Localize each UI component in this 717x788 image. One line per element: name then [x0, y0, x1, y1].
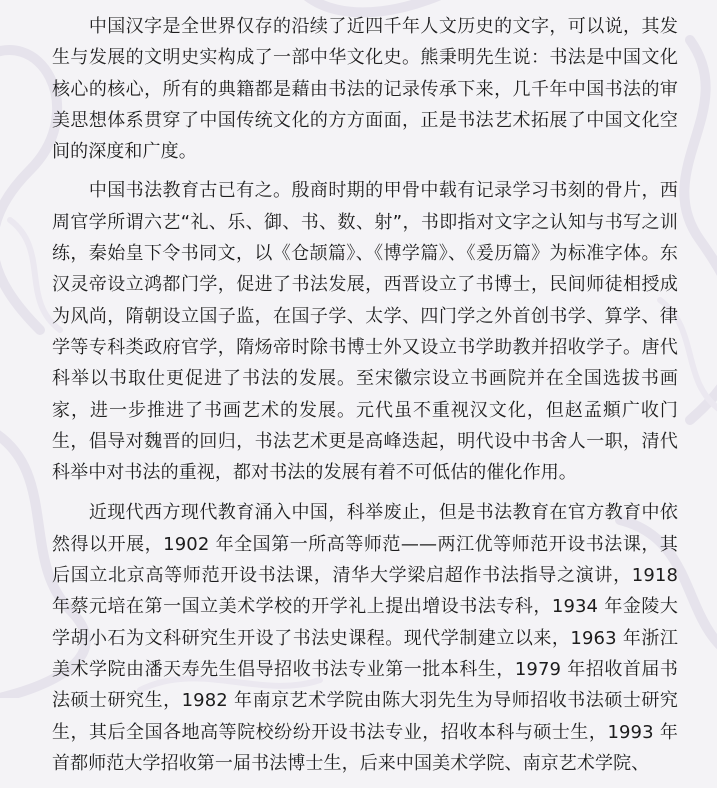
paragraph: 中国书法教育古已有之。殷商时期的甲骨中载有记录学习书刻的骨片，西周官学所谓六艺“礼、乐、御、书、数、射”，书即指对文字之认知与书写之训练，秦始皇下令书同文，以《仓颉篇》、《博学篇》、《爰历篇》为标准字体。东汉灵帝设立鸿都门学，促进了书法发展，西晋设立了书博士，民间师徒相授成为风尚，隋朝设立国子监，在国子学、太学、四门学之外首创书学、算学、律学等专科类政府官学，隋炀帝时除书博士外又设立书学助教并招收学子。唐代科举以书取仕更促进了书法的发展。至宋徽宗设立书画院并在全国选拔书画家，进一步推进了书画艺术的发展。元代虽不重视汉文化，但赵孟頫广收门生，倡导对魏晋的回归，书法艺术更是高峰迭起，明代设中书舍人一职，清代科举中对书法的重视，都对书法的发展有着不可低估的催化作用。: [52, 180, 678, 484]
paragraph: 近现代西方现代教育涌入中国，科举废止，但是书法教育在官方教育中依然得以开展，1902 年全国第一所高等师范——两江优等师范开设书法课，其后国立北京高等师范开设书法课，清华大学梁启超作书法指导之演讲，1918 年蔡元培在第一国立美术学校的开学礼上提出增设书法专科，1934 年金陵大学胡小石为文科研究生开设了书法史课程。现代学制建立以来，1963 年浙江美术学院由潘天寿先生倡导招收书法专业第一批本科生，1979 年招收首届书法硕士研究生，1982 年南京艺术学院由陈大羽先生为导师招收书法硕士研究生，其后全国各地高等院校纷纷开设书法专业，招收本科与硕士生，1993 年首都师范大学招收第一届书法博士生，后来中国美术学院、南京艺术学院、: [52, 502, 678, 774]
document-body: [52, 11, 678, 788]
paragraph: 中国汉字是全世界仅存的沿续了近四千年人文历史的文字，可以说，其发生与发展的文明史实构成了一部中华文化史。熊秉明先生说：书法是中国文化核心的核心，所有的典籍都是藉由书法的记录传承下来，几千年中国书法的审美思想体系贯穿了中国传统文化的方方面面，正是书法艺术拓展了中国文化空间的深度和广度。: [52, 16, 678, 163]
